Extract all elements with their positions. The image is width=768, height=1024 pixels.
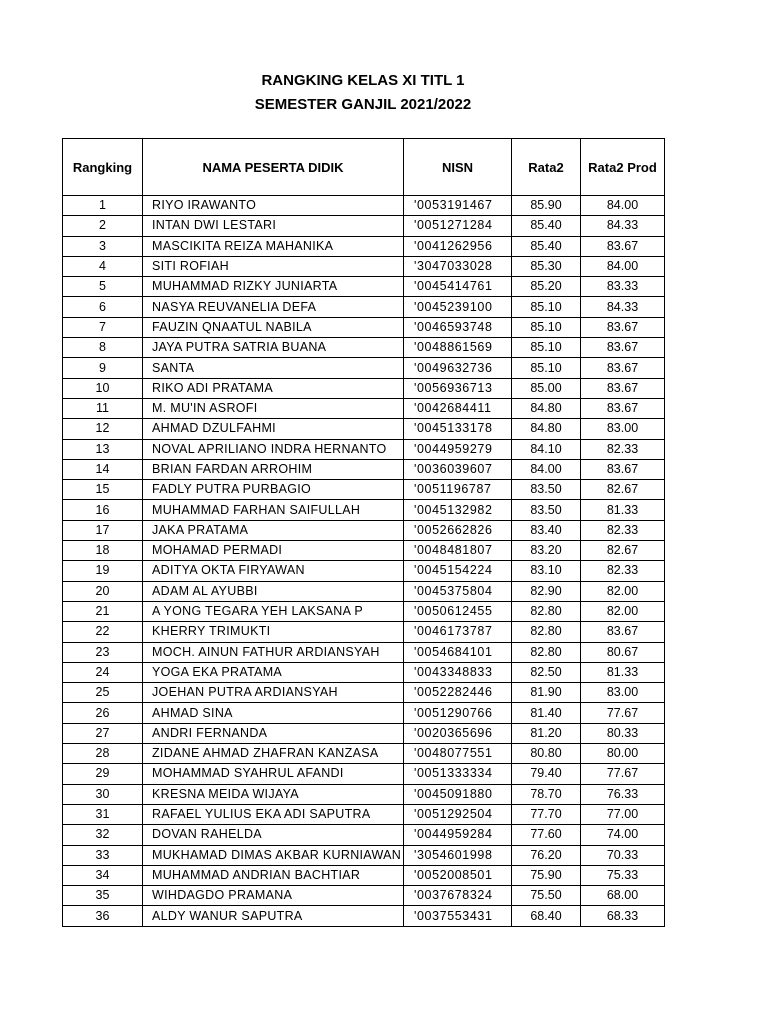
cell-average-prod: 74.00 (581, 825, 665, 845)
cell-rank: 20 (63, 581, 143, 601)
cell-rank: 30 (63, 784, 143, 804)
table-row (63, 419, 665, 439)
cell-average-prod: 83.67 (581, 398, 665, 418)
table-header-row (63, 139, 665, 196)
cell-student-name: ALDY WANUR SAPUTRA (143, 906, 404, 926)
cell-nisn: '0051333334 (404, 764, 512, 784)
cell-student-name: SANTA (143, 358, 404, 378)
cell-student-name: MOCH. AINUN FATHUR ARDIANSYAH (143, 642, 404, 662)
cell-student-name: DOVAN RAHELDA (143, 825, 404, 845)
table-row (63, 683, 665, 703)
cell-student-name: A YONG TEGARA YEH LAKSANA P (143, 601, 404, 621)
cell-nisn: '3047033028 (404, 256, 512, 276)
cell-rank: 33 (63, 845, 143, 865)
cell-student-name: RAFAEL YULIUS EKA ADI SAPUTRA (143, 804, 404, 824)
cell-student-name: FAUZIN QNAATUL NABILA (143, 317, 404, 337)
cell-average-prod: 83.67 (581, 622, 665, 642)
table-row (63, 804, 665, 824)
cell-average-prod: 82.33 (581, 439, 665, 459)
table-row (63, 196, 665, 216)
cell-student-name: MASCIKITA REIZA MAHANIKA (143, 236, 404, 256)
cell-average: 79.40 (512, 764, 581, 784)
cell-student-name: INTAN DWI LESTARI (143, 216, 404, 236)
cell-average-prod: 75.33 (581, 865, 665, 885)
table-row (63, 825, 665, 845)
cell-nisn: '0048861569 (404, 338, 512, 358)
cell-average-prod: 83.67 (581, 358, 665, 378)
table-row (63, 480, 665, 500)
cell-student-name: WIHDAGDO PRAMANA (143, 886, 404, 906)
cell-average: 68.40 (512, 906, 581, 926)
cell-average: 82.80 (512, 642, 581, 662)
cell-rank: 22 (63, 622, 143, 642)
cell-nisn: '0036039607 (404, 459, 512, 479)
cell-student-name: NOVAL APRILIANO INDRA HERNANTO (143, 439, 404, 459)
cell-average: 81.40 (512, 703, 581, 723)
table-row (63, 622, 665, 642)
table-row (63, 297, 665, 317)
table-row (63, 845, 665, 865)
cell-student-name: JOEHAN PUTRA ARDIANSYAH (143, 683, 404, 703)
cell-nisn: '0045133178 (404, 419, 512, 439)
cell-average: 85.00 (512, 378, 581, 398)
cell-average: 77.70 (512, 804, 581, 824)
cell-average-prod: 83.67 (581, 338, 665, 358)
cell-rank: 11 (63, 398, 143, 418)
cell-average-prod: 80.67 (581, 642, 665, 662)
table-row (63, 601, 665, 621)
cell-rank: 2 (63, 216, 143, 236)
cell-average-prod: 82.33 (581, 520, 665, 540)
cell-average-prod: 84.00 (581, 256, 665, 276)
table-row (63, 338, 665, 358)
table-row (63, 561, 665, 581)
cell-rank: 21 (63, 601, 143, 621)
table-row (63, 703, 665, 723)
cell-average: 82.80 (512, 601, 581, 621)
table-row (63, 277, 665, 297)
cell-nisn: '0037678324 (404, 886, 512, 906)
cell-rank: 36 (63, 906, 143, 926)
cell-average: 78.70 (512, 784, 581, 804)
cell-nisn: '0052282446 (404, 683, 512, 703)
cell-average-prod: 68.33 (581, 906, 665, 926)
cell-nisn: '0041262956 (404, 236, 512, 256)
cell-average-prod: 80.33 (581, 723, 665, 743)
cell-nisn: '0050612455 (404, 601, 512, 621)
cell-student-name: SITI ROFIAH (143, 256, 404, 276)
cell-nisn: '0045154224 (404, 561, 512, 581)
cell-student-name: KHERRY TRIMUKTI (143, 622, 404, 642)
cell-nisn: '0046173787 (404, 622, 512, 642)
cell-average-prod: 77.00 (581, 804, 665, 824)
cell-nisn: '0044959279 (404, 439, 512, 459)
cell-rank: 7 (63, 317, 143, 337)
cell-student-name: BRIAN FARDAN ARROHIM (143, 459, 404, 479)
col-header-average: Rata2 (512, 139, 581, 196)
cell-nisn: '0043348833 (404, 662, 512, 682)
cell-average: 84.10 (512, 439, 581, 459)
table-row (63, 886, 665, 906)
cell-average-prod: 83.67 (581, 459, 665, 479)
cell-nisn: '3054601998 (404, 845, 512, 865)
cell-average: 85.40 (512, 236, 581, 256)
table-row (63, 500, 665, 520)
cell-nisn: '0052008501 (404, 865, 512, 885)
cell-average: 83.10 (512, 561, 581, 581)
table-row (63, 764, 665, 784)
cell-average-prod: 84.33 (581, 216, 665, 236)
cell-average: 81.90 (512, 683, 581, 703)
cell-student-name: AHMAD DZULFAHMI (143, 419, 404, 439)
cell-student-name: AHMAD SINA (143, 703, 404, 723)
cell-average: 84.00 (512, 459, 581, 479)
cell-student-name: MOHAMMAD SYAHRUL AFANDI (143, 764, 404, 784)
cell-rank: 29 (63, 764, 143, 784)
cell-rank: 34 (63, 865, 143, 885)
cell-average: 85.30 (512, 256, 581, 276)
cell-average-prod: 83.00 (581, 419, 665, 439)
cell-average: 85.40 (512, 216, 581, 236)
cell-rank: 17 (63, 520, 143, 540)
cell-average-prod: 82.00 (581, 581, 665, 601)
cell-nisn: '0053191467 (404, 196, 512, 216)
cell-student-name: JAYA PUTRA SATRIA BUANA (143, 338, 404, 358)
cell-rank: 4 (63, 256, 143, 276)
cell-average: 84.80 (512, 398, 581, 418)
table-row (63, 236, 665, 256)
cell-average-prod: 81.33 (581, 500, 665, 520)
cell-average: 75.90 (512, 865, 581, 885)
cell-nisn: '0048481807 (404, 541, 512, 561)
table-row (63, 398, 665, 418)
cell-nisn: '0051290766 (404, 703, 512, 723)
cell-rank: 25 (63, 683, 143, 703)
cell-average: 82.80 (512, 622, 581, 642)
cell-average: 76.20 (512, 845, 581, 865)
table-row (63, 541, 665, 561)
cell-rank: 9 (63, 358, 143, 378)
table-row (63, 723, 665, 743)
table-row (63, 520, 665, 540)
cell-rank: 16 (63, 500, 143, 520)
cell-student-name: JAKA PRATAMA (143, 520, 404, 540)
table-row (63, 439, 665, 459)
cell-nisn: '0044959284 (404, 825, 512, 845)
cell-average-prod: 70.33 (581, 845, 665, 865)
cell-average: 85.10 (512, 317, 581, 337)
cell-nisn: '0045239100 (404, 297, 512, 317)
cell-nisn: '0045375804 (404, 581, 512, 601)
cell-rank: 19 (63, 561, 143, 581)
cell-average: 81.20 (512, 723, 581, 743)
cell-average-prod: 77.67 (581, 703, 665, 723)
table-row (63, 581, 665, 601)
cell-average: 83.20 (512, 541, 581, 561)
cell-rank: 18 (63, 541, 143, 561)
cell-student-name: ADITYA OKTA FIRYAWAN (143, 561, 404, 581)
table-row (63, 662, 665, 682)
cell-average-prod: 82.67 (581, 541, 665, 561)
cell-average: 83.50 (512, 480, 581, 500)
table-row (63, 317, 665, 337)
table-row (63, 216, 665, 236)
table-row (63, 865, 665, 885)
table-row (63, 378, 665, 398)
cell-rank: 23 (63, 642, 143, 662)
cell-average-prod: 84.33 (581, 297, 665, 317)
cell-rank: 15 (63, 480, 143, 500)
page-subtitle: SEMESTER GANJIL 2021/2022 (254, 96, 472, 113)
col-header-average-prod: Rata2 Prod (581, 139, 665, 196)
cell-rank: 24 (63, 662, 143, 682)
cell-average: 85.20 (512, 277, 581, 297)
cell-student-name: MUHAMMAD ANDRIAN BACHTIAR (143, 865, 404, 885)
cell-student-name: KRESNA MEIDA WIJAYA (143, 784, 404, 804)
cell-average-prod: 83.67 (581, 236, 665, 256)
cell-student-name: MOHAMAD PERMADI (143, 541, 404, 561)
cell-rank: 35 (63, 886, 143, 906)
cell-average: 85.10 (512, 338, 581, 358)
cell-rank: 6 (63, 297, 143, 317)
cell-student-name: MUHAMMAD FARHAN SAIFULLAH (143, 500, 404, 520)
cell-average-prod: 82.33 (581, 561, 665, 581)
cell-rank: 26 (63, 703, 143, 723)
cell-average-prod: 83.00 (581, 683, 665, 703)
cell-nisn: '0051196787 (404, 480, 512, 500)
page-title: RANGKING KELAS XI TITL 1 (261, 72, 465, 89)
cell-average: 75.50 (512, 886, 581, 906)
cell-nisn: '0051292504 (404, 804, 512, 824)
cell-nisn: '0042684411 (404, 398, 512, 418)
cell-average: 84.80 (512, 419, 581, 439)
cell-average-prod: 83.33 (581, 277, 665, 297)
cell-average: 83.40 (512, 520, 581, 540)
cell-rank: 27 (63, 723, 143, 743)
cell-average-prod: 76.33 (581, 784, 665, 804)
cell-average-prod: 77.67 (581, 764, 665, 784)
cell-average: 83.50 (512, 500, 581, 520)
cell-nisn: '0049632736 (404, 358, 512, 378)
cell-average-prod: 83.67 (581, 378, 665, 398)
table-row (63, 358, 665, 378)
cell-average: 82.50 (512, 662, 581, 682)
col-header-name: NAMA PESERTA DIDIK (143, 139, 404, 196)
cell-rank: 1 (63, 196, 143, 216)
cell-student-name: ZIDANE AHMAD ZHAFRAN KANZASA (143, 744, 404, 764)
cell-nisn: '0045414761 (404, 277, 512, 297)
cell-average-prod: 83.67 (581, 317, 665, 337)
cell-nisn: '0020365696 (404, 723, 512, 743)
cell-student-name: NASYA REUVANELIA DEFA (143, 297, 404, 317)
table-row (63, 256, 665, 276)
cell-rank: 28 (63, 744, 143, 764)
cell-nisn: '0037553431 (404, 906, 512, 926)
table-row (63, 906, 665, 926)
cell-nisn: '0046593748 (404, 317, 512, 337)
cell-nisn: '0045132982 (404, 500, 512, 520)
cell-nisn: '0048077551 (404, 744, 512, 764)
cell-student-name: ADAM AL AYUBBI (143, 581, 404, 601)
cell-average-prod: 81.33 (581, 662, 665, 682)
cell-average: 77.60 (512, 825, 581, 845)
cell-average: 85.10 (512, 297, 581, 317)
table-row (63, 744, 665, 764)
cell-average-prod: 82.00 (581, 601, 665, 621)
table-row (63, 642, 665, 662)
cell-nisn: '0051271284 (404, 216, 512, 236)
cell-rank: 5 (63, 277, 143, 297)
cell-average: 82.90 (512, 581, 581, 601)
cell-student-name: MUKHAMAD DIMAS AKBAR KURNIAWAN (143, 845, 404, 865)
cell-nisn: '0045091880 (404, 784, 512, 804)
cell-average-prod: 80.00 (581, 744, 665, 764)
cell-student-name: M. MU'IN ASROFI (143, 398, 404, 418)
cell-student-name: YOGA EKA PRATAMA (143, 662, 404, 682)
table-body (63, 196, 665, 927)
col-header-nisn: NISN (404, 139, 512, 196)
col-header-rank: Rangking (63, 139, 143, 196)
cell-rank: 8 (63, 338, 143, 358)
cell-student-name: RIKO ADI PRATAMA (143, 378, 404, 398)
table-row (63, 459, 665, 479)
cell-student-name: RIYO IRAWANTO (143, 196, 404, 216)
cell-average: 85.10 (512, 358, 581, 378)
ranking-table (62, 138, 665, 927)
cell-rank: 10 (63, 378, 143, 398)
cell-average: 80.80 (512, 744, 581, 764)
table-row (63, 784, 665, 804)
cell-rank: 13 (63, 439, 143, 459)
cell-student-name: ANDRI FERNANDA (143, 723, 404, 743)
cell-nisn: '0054684101 (404, 642, 512, 662)
cell-rank: 14 (63, 459, 143, 479)
cell-nisn: '0056936713 (404, 378, 512, 398)
cell-average-prod: 82.67 (581, 480, 665, 500)
cell-average-prod: 68.00 (581, 886, 665, 906)
cell-student-name: FADLY PUTRA PURBAGIO (143, 480, 404, 500)
cell-rank: 31 (63, 804, 143, 824)
cell-average: 85.90 (512, 196, 581, 216)
cell-nisn: '0052662826 (404, 520, 512, 540)
cell-rank: 3 (63, 236, 143, 256)
cell-rank: 32 (63, 825, 143, 845)
cell-average-prod: 84.00 (581, 196, 665, 216)
cell-rank: 12 (63, 419, 143, 439)
cell-student-name: MUHAMMAD RIZKY JUNIARTA (143, 277, 404, 297)
